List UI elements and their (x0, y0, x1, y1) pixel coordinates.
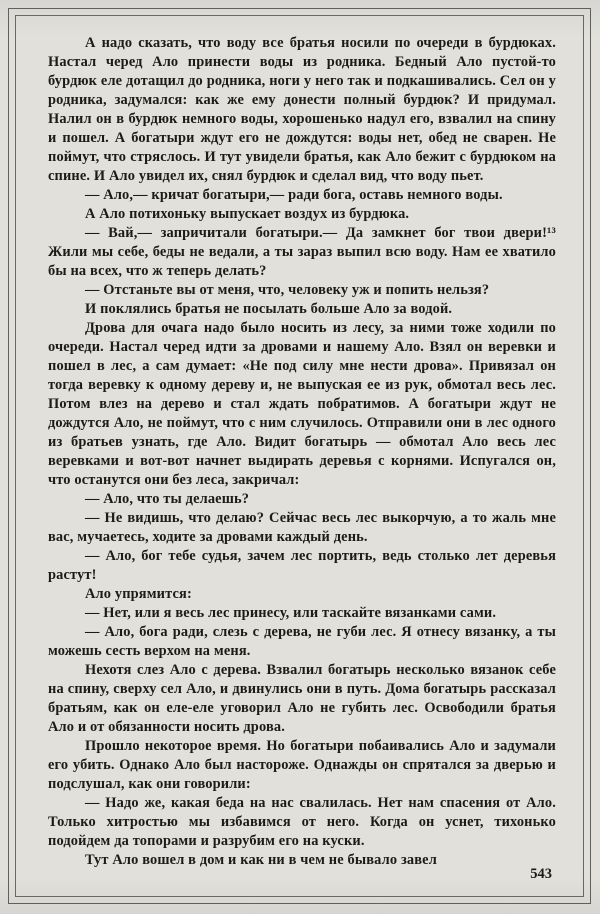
paragraph: — Вай,— запричитали богатыри.— Да замкнет бог твои двери!¹³ Жили мы себе, беды не ведали, а ты зараз выпил всю воду. Нам ее хватило бы на всех, что ж теперь делать? (48, 225, 556, 279)
paragraph: А надо сказать, что воду все братья носили по очереди в бурдюках. Настал черед Ало принести воды из родника. Бедный Ало пустой-то бурдюк еле дотащил до родника, ноги у него так и подкашивались. Сел он у родника, задумался: как же ему донести полный бурдюк? И придумал. Налил он в бурдюк немного воды, хорошенько надул его, взвалил на спину и пошел. А богатыри ждут его не дождутся: воды нет, обед не сварен. Не поймут, что стряслось. И тут увидели братья, как Ало бежит с бурдюком на спине. И Ало увидел их, снял бурдюк и сделал вид, что воду пьет. (48, 35, 556, 184)
paragraph: — Ало, бога ради, слезь с дерева, не губи лес. Я отнесу вязанку, а ты можешь сесть верхом на меня. (48, 624, 556, 659)
paragraph: Прошло некоторое время. Но богатыри побаивались Ало и задумали его убить. Однако Ало был настороже. Однажды он спрятался за дверью и подслушал, как они говорили: (48, 738, 556, 792)
paragraph: Дрова для очага надо было носить из лесу, за ними тоже ходили по очереди. Настал черед идти за дровами и нашему Ало. Взял он веревки и пошел в лес, а сам думает: «Не под силу мне нести дрова». Привязал он тогда веревку к одному дереву и, не выпуская ее из рук, обмотал весь лес. Потом влез на дерево и стал ждать побратимов. А богатыри ждут не дождутся Ало, не поймут, что с ним случилось. Отправили они в лес одного из братьев узнать, где Ало. Видит богатырь — обмотал Ало весь лес веревками и вот-вот начнет выдирать деревья с корнями. Испугался он, что останутся они без леса, закричал: (48, 320, 556, 488)
paragraph: — Ало,— кричат богатыри,— ради бога, оставь немного воды. (85, 187, 503, 203)
paragraph: Тут Ало вошел в дом и как ни в чем не бывало завел (85, 852, 437, 868)
paragraph: — Надо же, какая беда на нас свалилась. Нет нам спасения от Ало. Только хитростью мы избавимся от него. Когда он уснет, тихонько подойдем да топорами и разрубим его на куски. (48, 795, 556, 849)
paragraph: — Ало, что ты делаешь? (85, 491, 250, 507)
page-number: 543 (530, 866, 552, 882)
paragraph: Ало упрямится: (85, 586, 192, 602)
book-text-block (48, 34, 556, 870)
paragraph: А Ало потихоньку выпускает воздух из бурдюка. (85, 206, 410, 222)
paragraph: — Не видишь, что делаю? Сейчас весь лес выкорчую, а то жаль мне вас, мучаетесь, ходите за дровами каждый день. (48, 510, 556, 545)
paragraph: — Ало, бог тебе судья, зачем лес портить, ведь столько лет деревья растут! (48, 548, 556, 583)
paragraph: Нехотя слез Ало с дерева. Взвалил богатырь несколько вязанок себе на спину, сверху сел Ало, и двинулись они в путь. Дома богатырь рассказал братьям, как он еле-еле уговорил Ало не губить лес. Освободили братья Ало и от обязанности носить дрова. (48, 662, 556, 735)
paragraph: — Отстаньте вы от меня, что, человеку уж и попить нельзя? (85, 282, 490, 298)
paragraph: И поклялись братья не посылать больше Ало за водой. (85, 301, 453, 317)
paragraph: — Нет, или я весь лес принесу, или таскайте вязанками сами. (85, 605, 497, 621)
